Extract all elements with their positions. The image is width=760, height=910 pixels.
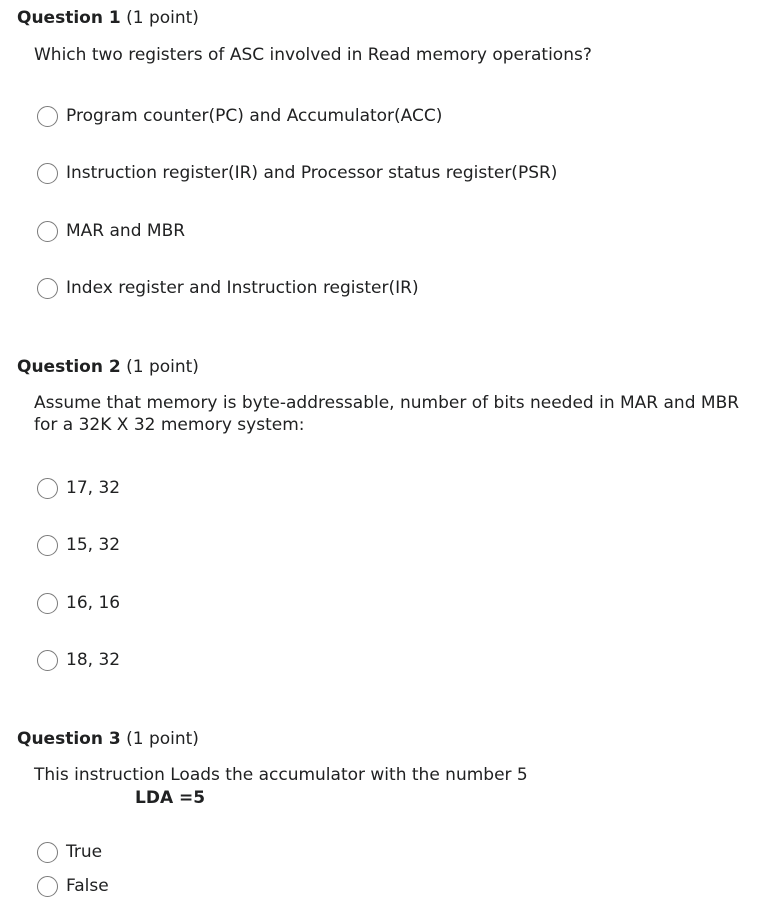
- question-title: Question 2: [17, 357, 121, 377]
- answer-option[interactable]: [37, 873, 109, 899]
- option-label[interactable]: True: [66, 842, 103, 862]
- question-code: LDA =5: [135, 788, 206, 808]
- answer-option[interactable]: [37, 590, 120, 616]
- answer-option[interactable]: [37, 160, 557, 186]
- question-points: (1 point): [126, 357, 199, 377]
- question-title: Question 1: [17, 8, 121, 28]
- radio-button[interactable]: [37, 876, 58, 897]
- answer-option[interactable]: [37, 275, 419, 301]
- question-header: [17, 728, 199, 750]
- answer-option[interactable]: [37, 647, 120, 673]
- option-label[interactable]: False: [66, 876, 109, 896]
- question-prompt: Which two registers of ASC involved in Read memory operations?: [34, 45, 592, 65]
- option-label[interactable]: Index register and Instruction register(IR): [66, 278, 419, 298]
- answer-option[interactable]: [37, 103, 442, 129]
- option-label[interactable]: 15, 32: [66, 535, 121, 555]
- answer-option[interactable]: [37, 532, 120, 558]
- option-label[interactable]: 17, 32: [66, 478, 121, 498]
- question-header: [17, 7, 199, 29]
- question-header: [17, 356, 199, 378]
- option-label[interactable]: MAR and MBR: [66, 221, 186, 241]
- option-label[interactable]: Program counter(PC) and Accumulator(ACC): [66, 106, 443, 126]
- radio-button[interactable]: [37, 650, 58, 671]
- question-prompt: This instruction Loads the accumulator with the number 5: [34, 765, 528, 785]
- option-label[interactable]: 18, 32: [66, 650, 121, 670]
- question-title: Question 3: [17, 729, 121, 749]
- radio-button[interactable]: [37, 535, 58, 556]
- radio-button[interactable]: [37, 593, 58, 614]
- answer-option[interactable]: [37, 475, 120, 501]
- question-points: (1 point): [126, 8, 199, 28]
- option-label[interactable]: 16, 16: [66, 593, 121, 613]
- radio-button[interactable]: [37, 106, 58, 127]
- radio-button[interactable]: [37, 221, 58, 242]
- option-label[interactable]: Instruction register(IR) and Processor status register(PSR): [66, 163, 558, 183]
- question-prompt: Assume that memory is byte-addressable, number of bits needed in MAR and MBR for a 32K X 32 memory system:: [34, 393, 740, 435]
- answer-option[interactable]: [37, 839, 102, 865]
- radio-button[interactable]: [37, 163, 58, 184]
- radio-button[interactable]: [37, 842, 58, 863]
- radio-button[interactable]: [37, 478, 58, 499]
- radio-button[interactable]: [37, 278, 58, 299]
- question-points: (1 point): [126, 729, 199, 749]
- answer-option[interactable]: [37, 218, 185, 244]
